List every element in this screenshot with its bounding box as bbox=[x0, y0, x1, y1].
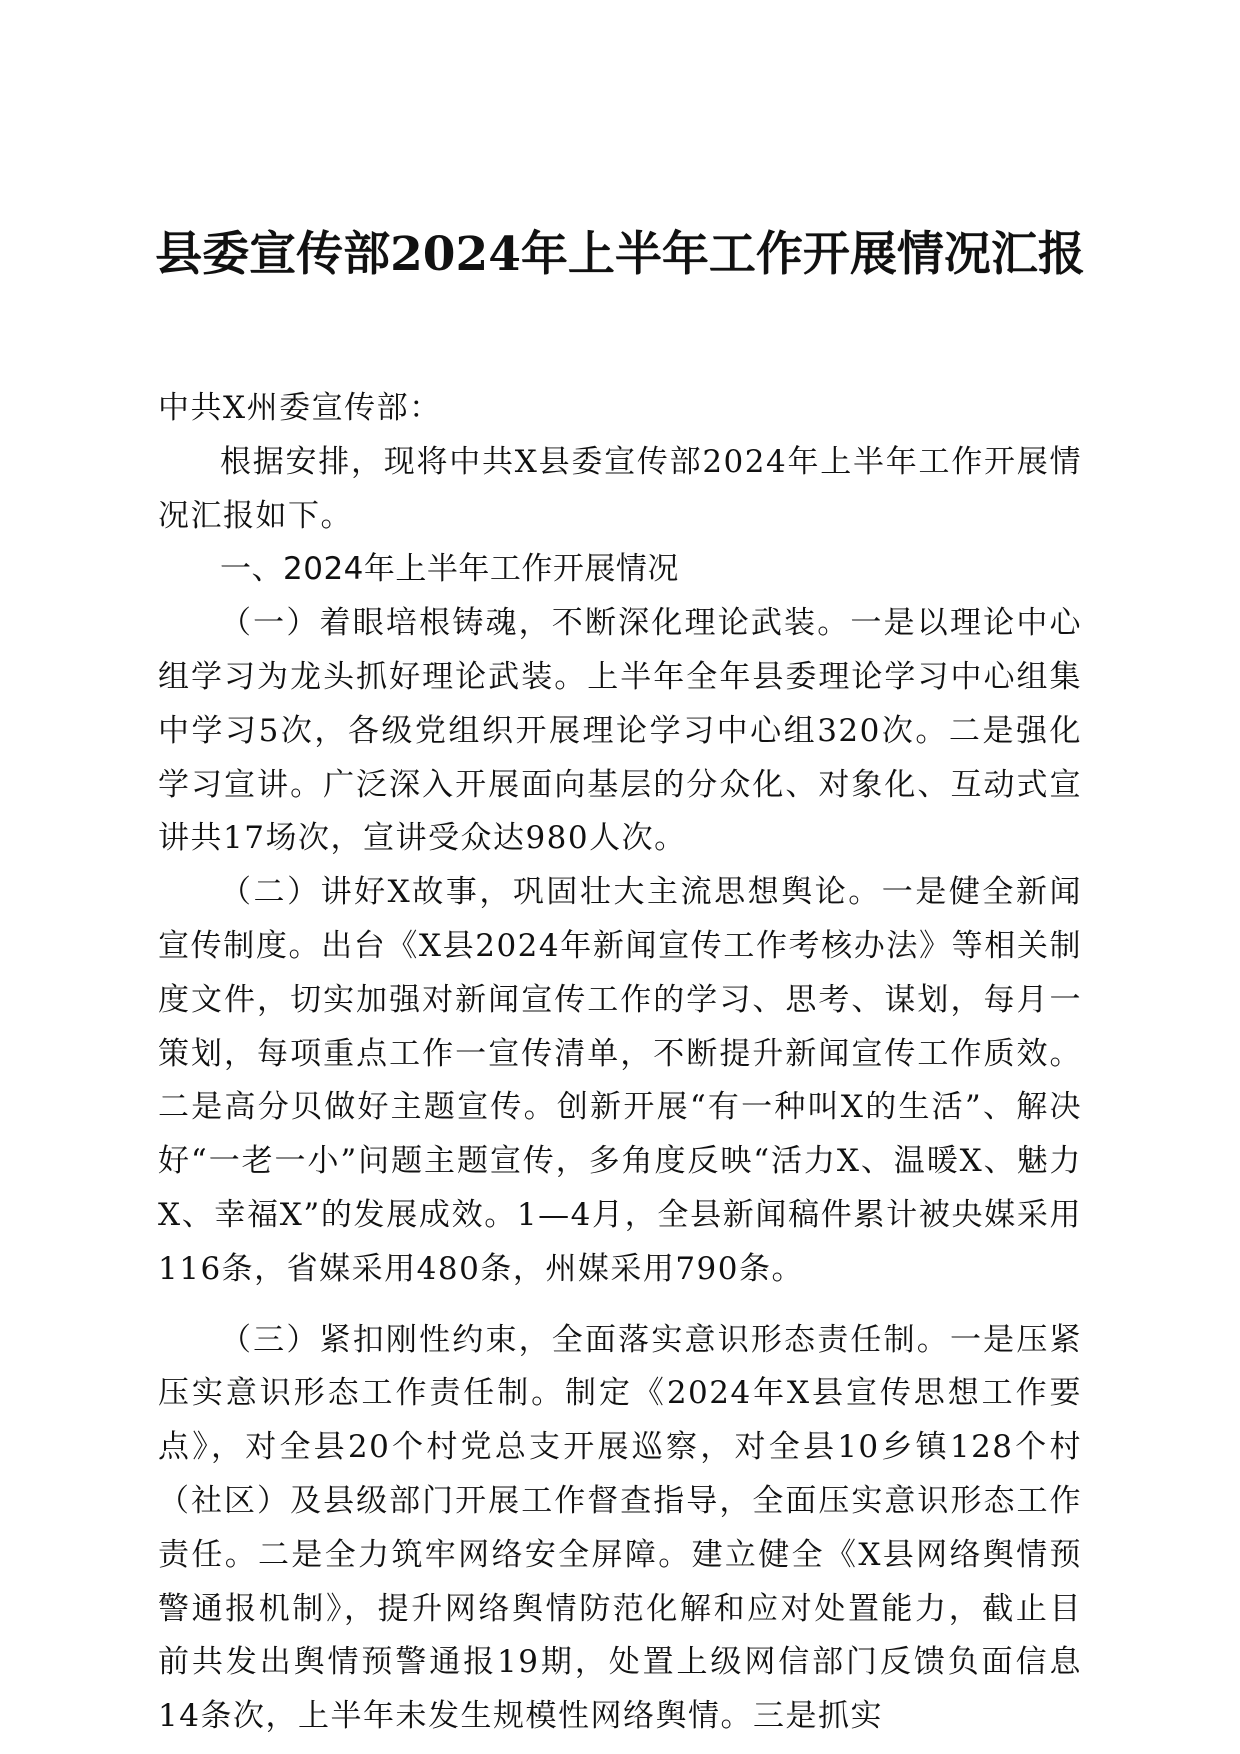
paragraph-1: （一）着眼培根铸魂，不断深化理论武装。一是以理论中心组学习为龙头抓好理论武装。上半年全年县委理论学习中心组集中学习5次，各级党组织开展理论学习中心组320次。二是强化学习宣讲。广泛深入开展面向基层的分众化、对象化、互动式宣讲共17场次，宣讲受众达980人次。 bbox=[158, 605, 1082, 857]
document-body bbox=[158, 382, 1082, 1744]
intro-paragraph: 根据安排，现将中共X县委宣传部2024年上半年工作开展情况汇报如下。 bbox=[158, 443, 1082, 534]
paragraph-2: （二）讲好X故事，巩固壮大主流思想舆论。一是健全新闻宣传制度。出台《X县2024年新闻宣传工作考核办法》等相关制度文件，切实加强对新闻宣传工作的学习、思考、谋划，每月一策划，每项重点工作一宣传清单，不断提升新闻宣传工作质效。二是高分贝做好主题宣传。创新开展“有一种叫X的生活”、解决好“一老一小”问题主题宣传，多角度反映“活力X、温暖X、魅力X、幸福X”的发展成效。1—4月，全县新闻稿件累计被央媒采用116条，省媒采用480条，州媒采用790条。 bbox=[158, 874, 1082, 1287]
section-heading: 一、2024年上半年工作开展情况 bbox=[220, 551, 679, 588]
document-title: 县委宣传部2024年上半年工作开展情况汇报 bbox=[155, 227, 1085, 282]
salutation: 中共X州委宣传部： bbox=[158, 390, 442, 426]
paragraph-3: （三）紧扣刚性约束，全面落实意识形态责任制。一是压紧压实意识形态工作责任制。制定《2024年X县宣传思想工作要点》，对全县20个村党总支开展巡察，对全县10乡镇128个村（社区）及县级部门开展工作督查指导，全面压实意识形态工作责任。二是全力筑牢网络安全屏障。建立健全《X县网络舆情预警通报机制》，提升网络舆情防范化解和应对处置能力，截止目前共发出舆情预警通报19期，处置上级网信部门反馈负面信息14条次，上半年未发生规模性网络舆情。三是抓实 bbox=[158, 1321, 1082, 1735]
